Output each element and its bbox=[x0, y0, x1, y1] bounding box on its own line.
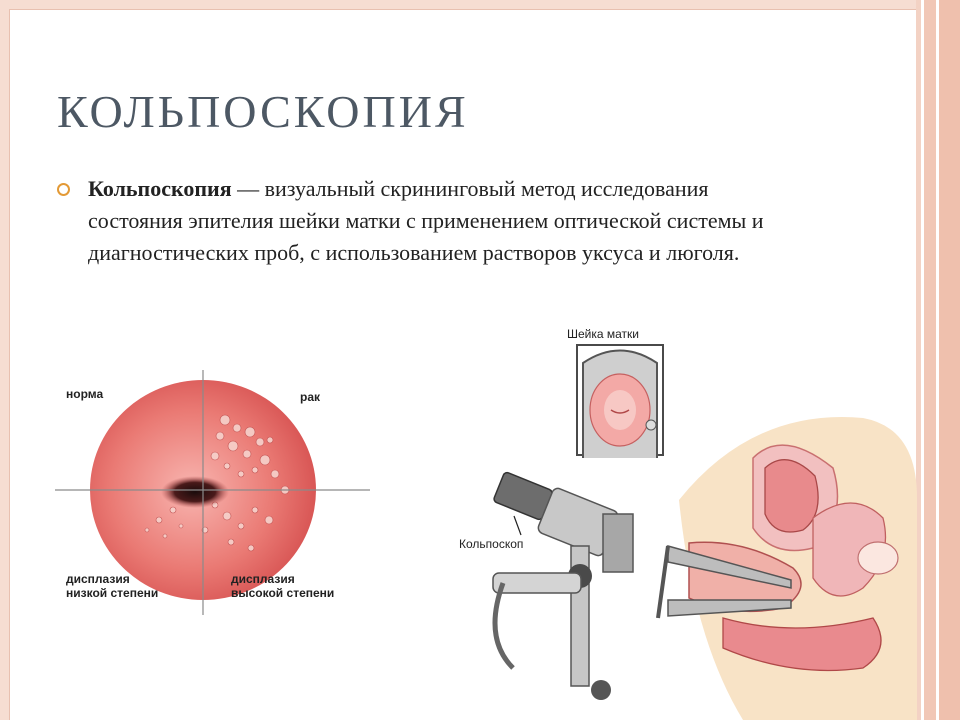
frame-right-border bbox=[916, 0, 960, 720]
label-norm: норма bbox=[66, 387, 104, 401]
slide-title: КОЛЬПОСКОПИЯ bbox=[57, 86, 469, 137]
bullet-term: Кольпоскопия bbox=[88, 176, 232, 201]
label-low-grade-line1: дисплазия bbox=[66, 572, 130, 586]
bullet-item bbox=[57, 173, 792, 269]
label-cancer: рак bbox=[300, 390, 321, 404]
label-high-grade-line2: высокой степени bbox=[231, 586, 335, 600]
bullet-text bbox=[88, 173, 792, 269]
label-low-grade-line2: низкой степени bbox=[66, 586, 159, 600]
frame-top-border bbox=[9, 0, 916, 10]
label-high-grade-line1: дисплазия bbox=[231, 572, 295, 586]
label-cervix: Шейка матки bbox=[567, 327, 640, 341]
frame-left-border bbox=[0, 0, 10, 720]
cervix-quadrant-illustration bbox=[55, 370, 370, 615]
bullet-marker-icon bbox=[57, 183, 70, 196]
bullet-definition: — визуальный скрининговый метод исследования состояния эпителия шейки матки с применением оптической системы и диагностических проб, с использованием растворов уксуса и люголя. bbox=[88, 176, 764, 265]
colposcopy-procedure-image bbox=[453, 318, 917, 720]
label-colposcope: Кольпоскоп bbox=[459, 537, 524, 551]
colposcopy-procedure-illustration bbox=[453, 318, 917, 720]
